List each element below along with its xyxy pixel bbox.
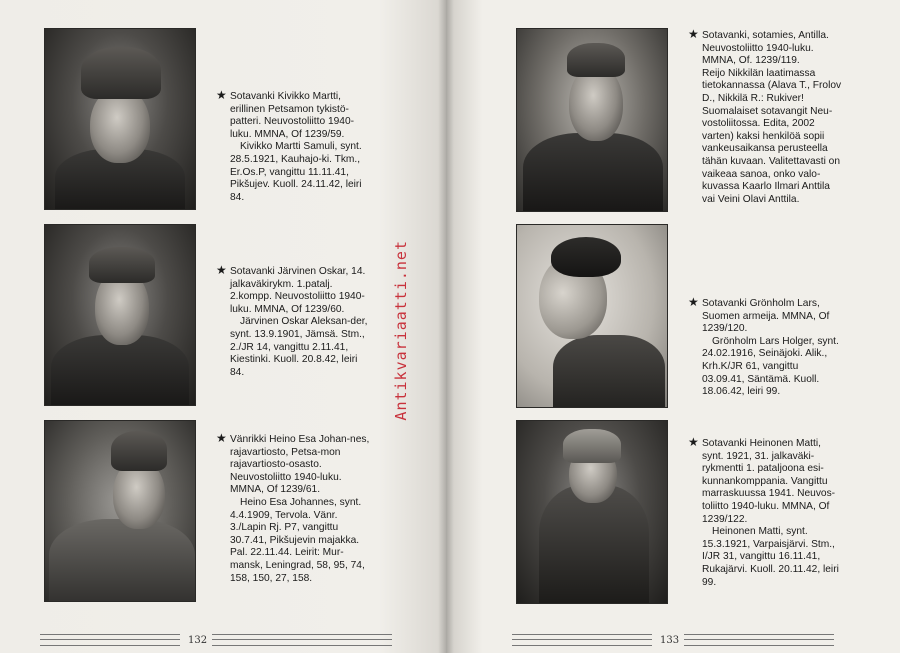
caption-detail: Heinonen Matti, synt. 15.3.1921, Varpaisjärvi. Stm., I/JR 31, vangittu 16.11.41, Rukajärvi. Kuoll. 20.11.42, leiri 99. — [702, 526, 839, 588]
page-number-left: 132 — [188, 635, 208, 646]
caption-lead: Vänrikki Heino Esa Johan-nes, rajavartiosto, Petsa-mon rajavartiosto-osasto. Neuvostoliitto 1940-luku. MMNA, Of 1239/61. — [230, 434, 370, 496]
photo-kivikko — [44, 28, 196, 210]
photo-antilla — [516, 28, 668, 212]
photo-heino — [44, 420, 196, 602]
caption-lead: Sotavanki Heinonen Matti, synt. 1921, 31. jalkaväki-rykmentti 1. pataljoona esi-kunnankomppania. Vangittu marraskuussa 1941. Neuvos-toliitto 1940-luku. MMNA, Of 1239/122. — [702, 438, 836, 525]
caption-kivikko — [216, 88, 370, 204]
star-icon: ★ — [216, 88, 227, 102]
star-icon: ★ — [688, 27, 699, 41]
star-icon: ★ — [688, 435, 699, 449]
caption-detail: Reijo Nikkilän laatimassa tietokannassa (Alava T., Frolov D., Nikkilä R.: Rukiver! Suomalaiset sotavangit Neu-vostoliitossa. Edita, 2002 varten) kaksi henkilöä sopii vankeusaikansa perusteella tähän kuvaan. Valitettavasti on vaikeaa sanoa, onko valo-kuvassa Kaarlo Ilmari Anttila vai Veini Olavi Anttila. — [702, 67, 842, 205]
caption-antilla — [688, 27, 842, 206]
caption-heino — [216, 431, 372, 585]
footer-rule-left — [40, 634, 180, 646]
caption-jarvinen — [216, 263, 370, 379]
caption-lead: Sotavanki Kivikko Martti, erillinen Petsamon tykistö-patteri. Neuvostoliitto 1940-luku. MMNA, Of 1239/59. — [230, 91, 355, 140]
footer-rule-left-2 — [212, 634, 392, 646]
caption-detail: Heino Esa Johannes, synt. 4.4.1909, Tervola. Vänr. 3./Lapin Rj. P7, vangittu 30.7.41, Pikšujevin majakka. Pal. 22.11.44. Leirit: Mur-mansk, Leningrad, 58, 95, 74, 158, 150, 27, 158. — [230, 496, 365, 584]
caption-heinonen — [688, 435, 844, 589]
star-icon: ★ — [216, 263, 227, 277]
star-icon: ★ — [688, 295, 699, 309]
caption-lead: Sotavanki Järvinen Oskar, 14. jalkaväkirykm. 1.patalj. 2.kompp. Neuvostoliitto 1940-luku. MMNA, Of 1239/60. — [230, 266, 366, 315]
photo-gronholm — [516, 224, 668, 408]
caption-detail: Grönholm Lars Holger, synt. 24.02.1916, Seinäjoki. Alik., Krh.K/JR 61, vangittu 03.09.41, Säntämä. Kuoll. 18.06.42, leiri 99. — [702, 335, 839, 398]
book-gutter — [438, 0, 454, 653]
caption-lead: Sotavanki, sotamies, Antilla. Neuvostoliitto 1940-luku. MMNA, Of. 1239/119. — [702, 30, 829, 67]
photo-heinonen — [516, 420, 668, 604]
caption-lead: Sotavanki Grönholm Lars, Suomen armeija. MMNA, Of 1239/120. — [702, 298, 830, 335]
caption-detail: Järvinen Oskar Aleksan-der, synt. 13.9.1901, Jämsä. Stm., 2./JR 14, vangittu 2.11.41, Kiestinki. Kuoll. 20.8.42, leiri 84. — [230, 316, 368, 378]
caption-gronholm — [688, 295, 842, 399]
watermark-text: Antikvariaatti.net — [392, 240, 410, 421]
page-number-right: 133 — [660, 635, 680, 646]
caption-detail: Kivikko Martti Samuli, synt. 28.5.1921, Kauhajo-ki. Tkm., Er.Os.P, vangittu 11.11.41, Pikšujev. Kuoll. 24.11.42, leiri 84. — [230, 141, 362, 203]
footer-rule-right — [512, 634, 652, 646]
footer-rule-right-2 — [684, 634, 834, 646]
star-icon: ★ — [216, 431, 227, 445]
photo-jarvinen — [44, 224, 196, 406]
